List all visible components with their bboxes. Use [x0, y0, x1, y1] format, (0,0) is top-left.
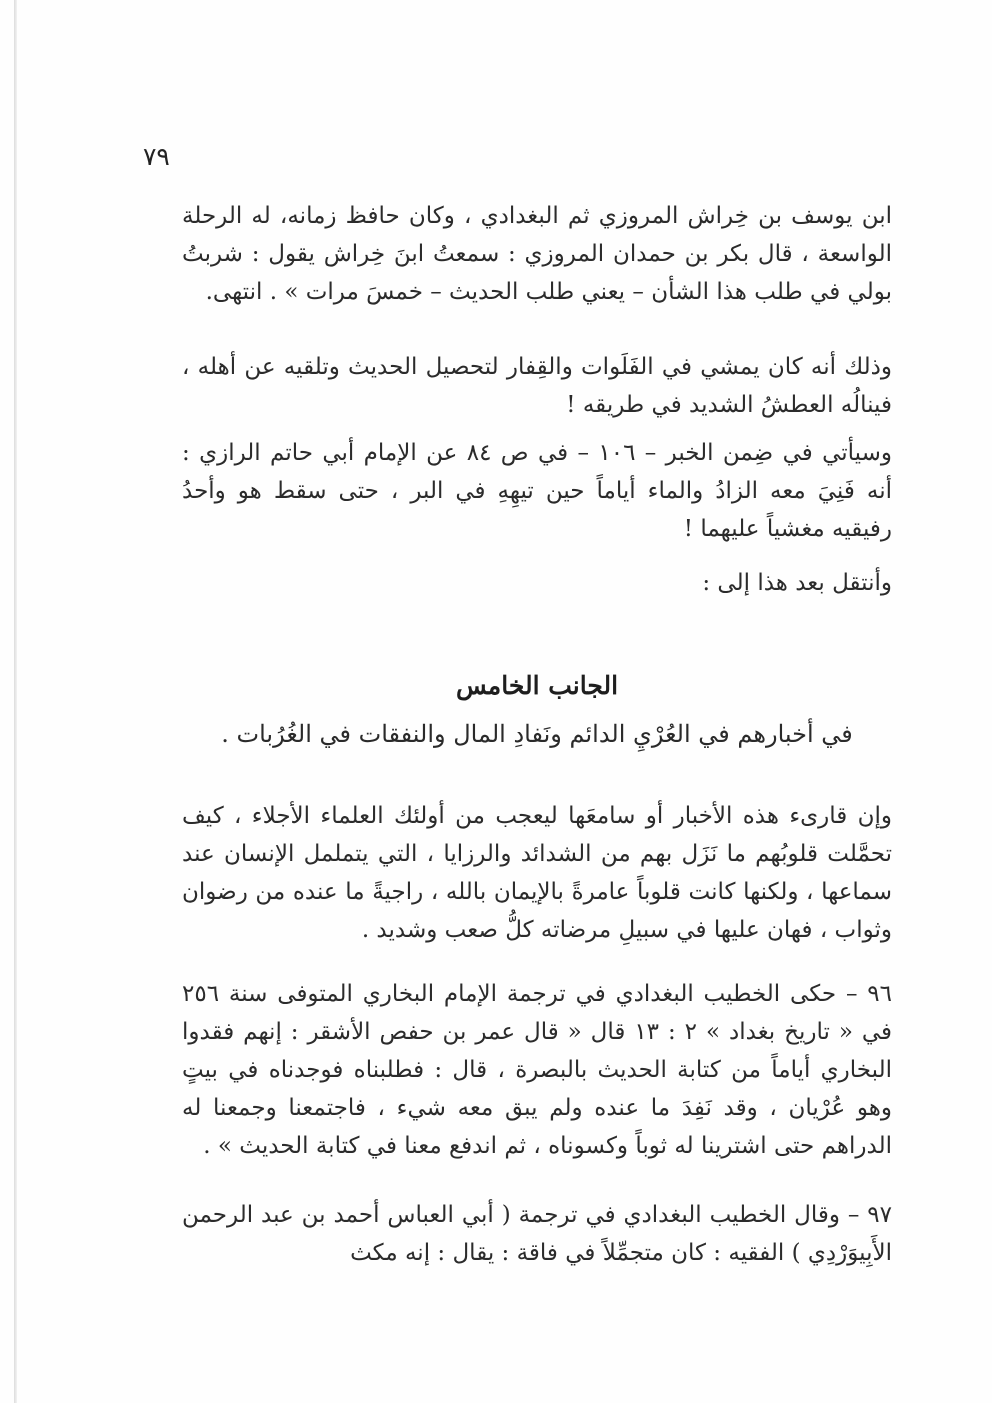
paragraph-text: ٩٦ – حكى الخطيب البغدادي في ترجمة الإمام البخاري المتوفى سنة ٢٥٦ في « تاريخ بغداد » ٢ : ١٣ قال « قال عمر بن حفص الأشقر : إنهم فقدوا البخاري أياماً من كتابة الحديث بالبصرة ، قال : فطلبناه فوجدناه في بيتٍ وهو عُرْيان ، وقد نَفِدَ ما عنده ولم يبق معه شيء ، فاجتمعنا وجمعنا له الدراهم حتى اشترينا له ثوباً وكسوناه ، ثم اندفع معنا في كتابة الحديث » .: [182, 981, 893, 1159]
paragraph-item-96: [182, 975, 892, 1165]
paragraph-text: ٩٧ – وقال الخطيب البغدادي في ترجمة ( أبي العباس أحمد بن عبد الرحمن الأَبِيوَرْدِي ) الفقيه : كان متجمِّلاً في فاقة : يقال : إنه مكث: [182, 1202, 892, 1266]
paragraph-ibn-khirash: [182, 197, 892, 311]
paragraph-deserts: [182, 348, 892, 424]
paragraph-reader-wonder: [182, 797, 892, 949]
paragraph-text: وسيأتي في ضِمن الخبر – ١٠٦ – في ص ٨٤ عن الإمام أبي حاتم الرازي : أنه فَنِيَ معه الزادُ والماء أياماً حين تيهِهِ في البر ، حتى سقط هو وأحدُ رفيقيه مغشياً عليهما !: [182, 440, 893, 542]
paragraph-text: وذلك أنه كان يمشي في الفَلَوات والقِفار لتحصيل الحديث وتلقيه عن أهله ، فينالُه العطشُ الشديد في طريقه !: [182, 354, 892, 418]
paragraph-text: ابن يوسف بن خِراش المروزي ثم البغدادي ، وكان حافظ زمانه، له الرحلة الواسعة ، قال بكر بن حمدان المروزي : سمعتُ ابنَ خِراش يقول : شربتُ بولي في طلب هذا الشأن – يعني طلب الحديث – خمسَ مرات » . انتهى.: [182, 203, 892, 305]
section-title: الجانب الخامس: [455, 671, 619, 700]
paragraph-text: وإن قارىء هذه الأخبار أو سامعَها ليعجب من أولئك العلماء الأجلاء ، كيف تحمَّلت قلوبُهم ما نَزَل بهم من الشدائد والرزايا ، التي يتململ الإنسان عند سماعها ، ولكنها كانت قلوباً عامرةً بالإيمان بالله ، راجيةً ما عنده من رضوان وثواب ، فهان عليها في سبيلِ مرضاته كلُّ صعب وشديد .: [182, 803, 892, 943]
page-spine-shadow: [14, 0, 17, 1403]
paragraph-item-97: [182, 1196, 892, 1272]
paragraph-text: وأنتقل بعد هذا إلى :: [702, 570, 892, 596]
section-subtitle: في أخبارهم في العُرْيِ الدائم ونَفادِ المال والنفقات في الغُرُبات .: [221, 720, 853, 748]
paragraph-abu-hatim: [182, 434, 892, 548]
paragraph-transition: [182, 564, 892, 602]
page-number: ٧٩: [143, 142, 170, 171]
